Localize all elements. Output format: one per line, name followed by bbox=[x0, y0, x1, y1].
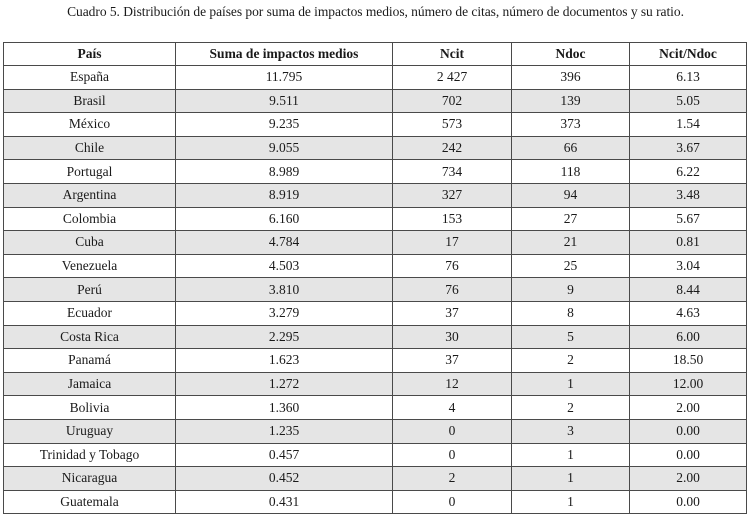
table-row bbox=[4, 136, 747, 160]
cell-ratio: 18.50 bbox=[630, 349, 747, 373]
cell-ndoc: 1 bbox=[512, 443, 630, 467]
cell-suma-impactos: 4.784 bbox=[176, 231, 393, 255]
cell-ratio: 4.63 bbox=[630, 301, 747, 325]
cell-suma-impactos: 0.452 bbox=[176, 467, 393, 491]
cell-ratio: 2.00 bbox=[630, 467, 747, 491]
cell-pais: Costa Rica bbox=[4, 325, 176, 349]
cell-pais: Bolivia bbox=[4, 396, 176, 420]
cell-ratio: 5.67 bbox=[630, 207, 747, 231]
cell-ncit: 0 bbox=[393, 443, 512, 467]
cell-suma-impactos: 9.055 bbox=[176, 136, 393, 160]
cell-ndoc: 3 bbox=[512, 419, 630, 443]
cell-ratio: 3.48 bbox=[630, 183, 747, 207]
cell-ncit: 4 bbox=[393, 396, 512, 420]
table-row bbox=[4, 490, 747, 514]
table-row bbox=[4, 89, 747, 113]
cell-ratio: 12.00 bbox=[630, 372, 747, 396]
table-row bbox=[4, 207, 747, 231]
cell-pais: Argentina bbox=[4, 183, 176, 207]
cell-ncit: 37 bbox=[393, 349, 512, 373]
cell-ratio: 0.00 bbox=[630, 419, 747, 443]
cell-ncit: 327 bbox=[393, 183, 512, 207]
cell-pais: España bbox=[4, 66, 176, 90]
cell-ratio: 8.44 bbox=[630, 278, 747, 302]
cell-pais: Panamá bbox=[4, 349, 176, 373]
cell-pais: Chile bbox=[4, 136, 176, 160]
cell-ratio: 2.00 bbox=[630, 396, 747, 420]
cell-suma-impactos: 0.431 bbox=[176, 490, 393, 514]
cell-suma-impactos: 3.279 bbox=[176, 301, 393, 325]
cell-pais: Cuba bbox=[4, 231, 176, 255]
cell-ncit: 734 bbox=[393, 160, 512, 184]
table-row bbox=[4, 349, 747, 373]
table-row bbox=[4, 183, 747, 207]
cell-ratio: 0.00 bbox=[630, 490, 747, 514]
cell-suma-impactos: 1.235 bbox=[176, 419, 393, 443]
cell-ncit: 573 bbox=[393, 113, 512, 137]
cell-ratio: 6.22 bbox=[630, 160, 747, 184]
cell-suma-impactos: 3.810 bbox=[176, 278, 393, 302]
cell-ndoc: 373 bbox=[512, 113, 630, 137]
header-ratio: Ncit/Ndoc bbox=[630, 43, 747, 66]
cell-ncit: 0 bbox=[393, 419, 512, 443]
cell-ratio: 5.05 bbox=[630, 89, 747, 113]
table-row bbox=[4, 443, 747, 467]
table-row bbox=[4, 372, 747, 396]
cell-ncit: 242 bbox=[393, 136, 512, 160]
cell-suma-impactos: 0.457 bbox=[176, 443, 393, 467]
table-body bbox=[4, 66, 747, 514]
cell-ndoc: 66 bbox=[512, 136, 630, 160]
cell-ndoc: 139 bbox=[512, 89, 630, 113]
table-row bbox=[4, 113, 747, 137]
table-row bbox=[4, 467, 747, 491]
cell-ndoc: 9 bbox=[512, 278, 630, 302]
table-row bbox=[4, 231, 747, 255]
cell-ndoc: 1 bbox=[512, 467, 630, 491]
table-row bbox=[4, 254, 747, 278]
cell-pais: Trinidad y Tobago bbox=[4, 443, 176, 467]
header-pais: País bbox=[4, 43, 176, 66]
cell-ncit: 2 427 bbox=[393, 66, 512, 90]
cell-ndoc: 396 bbox=[512, 66, 630, 90]
cell-ndoc: 5 bbox=[512, 325, 630, 349]
header-ncit: Ncit bbox=[393, 43, 512, 66]
cell-ncit: 76 bbox=[393, 278, 512, 302]
cell-ratio: 1.54 bbox=[630, 113, 747, 137]
cell-suma-impactos: 8.989 bbox=[176, 160, 393, 184]
cell-ndoc: 21 bbox=[512, 231, 630, 255]
table-row bbox=[4, 278, 747, 302]
cell-pais: Brasil bbox=[4, 89, 176, 113]
cell-ncit: 2 bbox=[393, 467, 512, 491]
cell-ratio: 0.81 bbox=[630, 231, 747, 255]
cell-pais: Portugal bbox=[4, 160, 176, 184]
cell-ratio: 3.67 bbox=[630, 136, 747, 160]
table-row bbox=[4, 325, 747, 349]
cell-pais: Guatemala bbox=[4, 490, 176, 514]
cell-pais: Jamaica bbox=[4, 372, 176, 396]
table-row bbox=[4, 66, 747, 90]
table-row bbox=[4, 419, 747, 443]
cell-suma-impactos: 9.511 bbox=[176, 89, 393, 113]
cell-suma-impactos: 4.503 bbox=[176, 254, 393, 278]
cell-ratio: 6.13 bbox=[630, 66, 747, 90]
cell-suma-impactos: 9.235 bbox=[176, 113, 393, 137]
cell-ndoc: 2 bbox=[512, 396, 630, 420]
cell-pais: Venezuela bbox=[4, 254, 176, 278]
cell-ratio: 6.00 bbox=[630, 325, 747, 349]
cell-suma-impactos: 8.919 bbox=[176, 183, 393, 207]
header-ndoc: Ndoc bbox=[512, 43, 630, 66]
data-table bbox=[3, 42, 747, 514]
table-row bbox=[4, 301, 747, 325]
cell-ndoc: 25 bbox=[512, 254, 630, 278]
cell-ndoc: 1 bbox=[512, 372, 630, 396]
cell-ndoc: 8 bbox=[512, 301, 630, 325]
cell-ncit: 76 bbox=[393, 254, 512, 278]
cell-pais: Uruguay bbox=[4, 419, 176, 443]
table-row bbox=[4, 396, 747, 420]
cell-pais: Perú bbox=[4, 278, 176, 302]
cell-ndoc: 94 bbox=[512, 183, 630, 207]
cell-pais: Nicaragua bbox=[4, 467, 176, 491]
cell-ratio: 3.04 bbox=[630, 254, 747, 278]
cell-suma-impactos: 6.160 bbox=[176, 207, 393, 231]
cell-pais: México bbox=[4, 113, 176, 137]
cell-ncit: 37 bbox=[393, 301, 512, 325]
cell-ndoc: 118 bbox=[512, 160, 630, 184]
cell-ratio: 0.00 bbox=[630, 443, 747, 467]
cell-suma-impactos: 2.295 bbox=[176, 325, 393, 349]
cell-suma-impactos: 1.272 bbox=[176, 372, 393, 396]
cell-ndoc: 1 bbox=[512, 490, 630, 514]
cell-ncit: 0 bbox=[393, 490, 512, 514]
cell-ncit: 17 bbox=[393, 231, 512, 255]
cell-ndoc: 2 bbox=[512, 349, 630, 373]
cell-ncit: 30 bbox=[393, 325, 512, 349]
table-header-row bbox=[4, 43, 747, 66]
cell-suma-impactos: 1.623 bbox=[176, 349, 393, 373]
cell-pais: Ecuador bbox=[4, 301, 176, 325]
table-caption: Cuadro 5. Distribución de países por suma de impactos medios, número de citas, número de documentos y su ratio. bbox=[67, 4, 684, 19]
cell-ndoc: 27 bbox=[512, 207, 630, 231]
cell-ncit: 153 bbox=[393, 207, 512, 231]
cell-ncit: 702 bbox=[393, 89, 512, 113]
cell-suma-impactos: 1.360 bbox=[176, 396, 393, 420]
cell-pais: Colombia bbox=[4, 207, 176, 231]
header-suma-impactos: Suma de impactos medios bbox=[176, 43, 393, 66]
table-row bbox=[4, 160, 747, 184]
data-table-container bbox=[3, 42, 746, 514]
cell-suma-impactos: 11.795 bbox=[176, 66, 393, 90]
cell-ncit: 12 bbox=[393, 372, 512, 396]
